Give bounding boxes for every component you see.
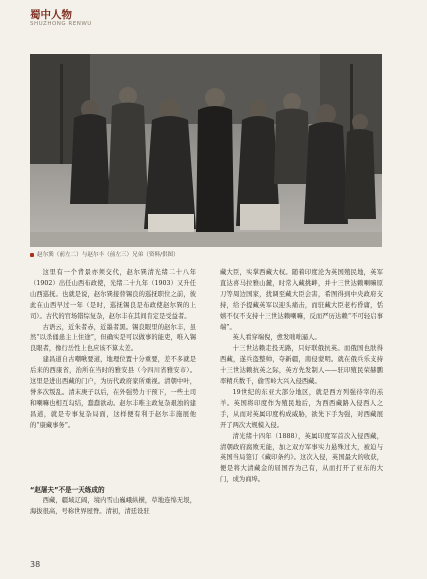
paragraph: 藏大臣，实掌西藏大权。随着印度沦为英国殖民地，英军直达喜马拉雅山麓，时常入藏挑衅，并十三世达赖喇嘛原刀等周边国家，扰调至藏大臣会害，希图得到中央政府支持，给予提藏英军以迎头痛击，而驻藏大臣老朽昏庸，恬嬉不仅不支持十三世达赖喇嘛，反而严历达赖“不可轻启事端”。: [220, 269, 383, 331]
section-subheading: “赵屠夫”不是一天练成的: [30, 486, 105, 494]
caption-marker-icon: [30, 253, 34, 257]
paragraph: 19世纪的东亚大部分地区，就是西方列强待宰的羔羊。英国将印度作为殖民地后，为西西藏路入侵西人之手，从而对英属印度构成威胁，欲先下手为强，对西藏展开了两次大规模入侵。: [220, 388, 383, 429]
paragraph: 十三世达赖走投无路，只好联俄抗英。而俄国也肤得西藏，遂兵盗整帅，夺新疆，南侵蒙明。就在俄兵乐支持十三世达赖抗英之际，英方先发制人——驻印殖民荣赫鹏率精兵数千，偷雪岭大兴入侵西藏。: [220, 345, 383, 386]
paragraph: 清光绪十四年（1888），英属印度军首次入侵西藏，清朝政府腐败无能，加之双方军事实力悬殊过大，被迫与英国当局签订《藏印条约》。这次入侵，英国最大的收获，便是将大清藏金的屈国吞为己有，从而打开了亚东的大门，成为商埠。: [220, 432, 383, 484]
paragraph: 这里有一个背景亦须交代，赵尔巽清光绪二十八年（1902）出任山西布政使，光绪二十九年（1903）又升任山西巡抚。也就是说，赵尔巽接替锡良的巡抚职位之前，彼此在山西早过一年（是时，巡抚锡良是布政使赵尔巽的上司）。古代的官场错综复杂，赵尔丰在其间肯定是受益者。: [30, 269, 196, 320]
article-column-right: [220, 268, 383, 486]
paragraph: 古语云，近朱者赤，近墨者黑。锡良眼里的赵尔丰，虽然“以杀俑患主上住途”，但确实是可以做事的能吏，唯入锡良眼者，像行岳性上也应该不算太差。: [30, 323, 196, 353]
section-title: 蜀中人物: [30, 9, 72, 21]
article-column-left-continued: [30, 496, 196, 518]
group-photo-illustration: [30, 54, 382, 247]
paragraph: 建昌道自古嘲啾要道，地理位置十分重要，差不多就是后来的西康省，治所在当时的雅安县（今四川省雅安市）。这里是进出西藏的门户，为历代政府家所重视。清朝中叶，誉多次叛乱。清末庚子以后，在外强势力干预下，一些土司和喇嘛也相互勾结，蠢蠢欲动。赵尔丰唯主政复杂艰浊的建昌道，就是专事复杂局面，这样便有利于赵尔丰施展他的“康藏事务”。: [30, 356, 196, 429]
section-subtitle: SHUZHONG RENWU: [30, 21, 92, 27]
article-column-left: [30, 268, 196, 432]
section-header: [30, 9, 92, 28]
paragraph: 西藏，疆域辽阔，境内雪山巍峨纵横，草地连绵无垠，海拔很高，号称世界屋脊。清初，清廷设驻: [30, 497, 196, 515]
photo-caption-text: 赵尔巽（前左二）与赵尔丰（前左三）兄弟（资料/供图）: [37, 252, 179, 258]
paragraph: 英人看穿端倪，愈发咄咄逼人。: [232, 334, 321, 342]
photo-caption: [30, 251, 382, 259]
page-number: 38: [30, 560, 41, 569]
historical-group-photo: [30, 54, 382, 247]
